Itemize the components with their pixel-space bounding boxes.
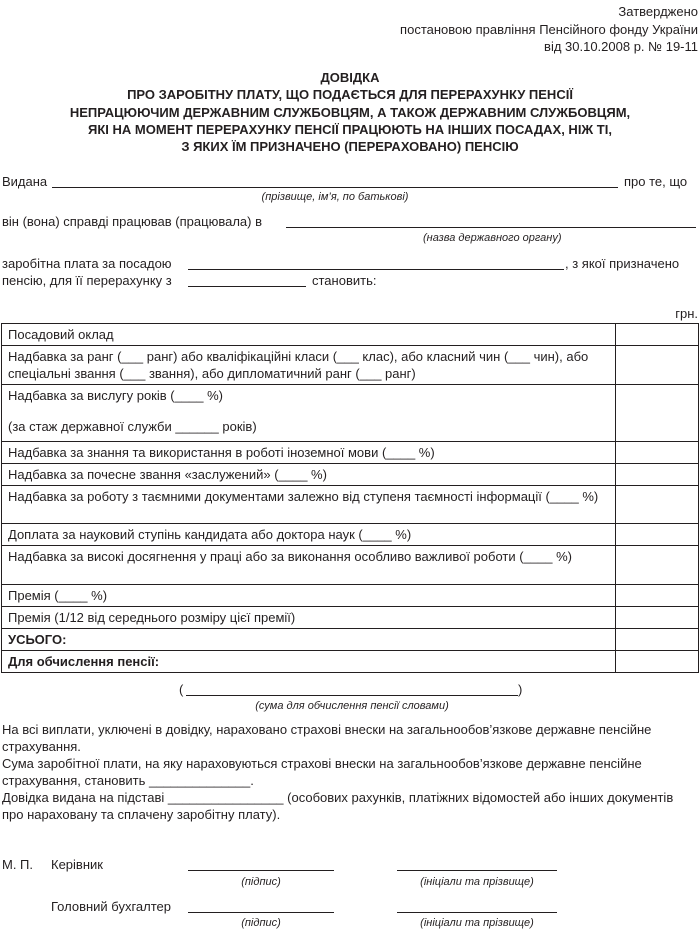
table-row	[2, 385, 699, 442]
row-label: Посадовий оклад	[2, 324, 616, 346]
table-row	[2, 546, 699, 585]
total-label: УСЬОГО:	[2, 629, 616, 651]
issued-label: Видана	[2, 174, 48, 189]
row-value-cell[interactable]	[616, 607, 699, 629]
head-signature-field[interactable]	[188, 870, 334, 871]
payments-table	[1, 323, 699, 673]
row-label: Надбавка за знання та використання в роботі іноземної мови (____ %)	[2, 442, 616, 464]
document-title: ДОВІДКА	[320, 70, 380, 85]
salary-sum-paragraph: Сума заробітної плати, на яку нараховуються страхові внески на загальнообов’язкове державне пенсійне страхування, становить ______________.	[2, 756, 642, 788]
issued-hint: (прізвище, ім’я, по батькові)	[261, 191, 409, 203]
salary-line2-suffix: становить:	[312, 273, 377, 288]
row-value-cell[interactable]	[616, 524, 699, 546]
table-row	[2, 442, 699, 464]
approval-line-1: Затверджено	[618, 4, 698, 19]
worked-label: він (вона) справді працював (працювала) в	[2, 214, 262, 229]
title-line-2: ПРО ЗАРОБІТНУ ПЛАТУ, ЩО ПОДАЄТЬСЯ ДЛЯ ПЕРЕРАХУНКУ ПЕНСІЇ	[127, 87, 573, 102]
title-line-5: З ЯКИХ ЇМ ПРИЗНАЧЕНО (ПЕРЕРАХОВАНО) ПЕНСІЮ	[181, 139, 519, 154]
accountant-signature-field[interactable]	[188, 912, 334, 913]
row-label: Доплата за науковий ступінь кандидата або доктора наук (____ %)	[2, 524, 616, 546]
row-value-cell[interactable]	[616, 324, 699, 346]
issued-suffix: про те, що	[624, 174, 688, 189]
row-label: Надбавка за вислугу років (____ %)	[8, 388, 224, 403]
row-value-cell[interactable]	[616, 346, 699, 385]
sum-open-paren: (	[179, 682, 184, 697]
recalc-date-field[interactable]	[188, 286, 306, 287]
title-line-3: НЕПРАЦЮЮЧИМ ДЕРЖАВНИМ СЛУЖБОВЦЯМ, А ТАКОЖ ДЕРЖАВНИМ СЛУЖБОВЦЯМ,	[69, 105, 631, 120]
salary-line2-label: пенсію, для її перерахунку з	[2, 273, 172, 288]
pension-label: Для обчислення пенсії:	[2, 651, 616, 673]
row-value-cell[interactable]	[616, 585, 699, 607]
approval-line-3: від 30.10.2008 р. № 19-11	[544, 39, 698, 54]
row-value-cell[interactable]	[616, 486, 699, 524]
currency-label: грн.	[675, 306, 698, 321]
sum-words-hint: (сума для обчислення пенсії словами)	[255, 700, 449, 712]
sum-words-field[interactable]	[186, 695, 518, 696]
row-value-cell[interactable]	[616, 442, 699, 464]
head-name-field[interactable]	[397, 870, 557, 871]
organization-field[interactable]	[286, 227, 696, 228]
row-value-cell[interactable]	[616, 546, 699, 585]
worked-hint: (назва державного органу)	[423, 232, 562, 244]
head-name-hint: (ініціали та прізвище)	[420, 876, 534, 888]
basis-paragraph: Довідка видана на підставі ________________ (особових рахунків, платіжних відомостей або інших документів про нараховану та сплачену заробітну плату).	[2, 790, 674, 822]
table-row-total	[2, 629, 699, 651]
row-label: Надбавка за ранг (___ ранг) або кваліфікаційні класи (___ клас), або класний чин (___ чин), або спеціальні звання (___ звання), або дипломатичний ранг (___ ранг)	[2, 346, 616, 385]
contributions-paragraph: На всі виплати, уключені в довідку, нараховано страхові внески на загальнообов’язкове державне пенсійне страхування.	[2, 722, 652, 754]
table-row	[2, 346, 699, 385]
total-value-cell[interactable]	[616, 629, 699, 651]
row-label-sub: (за стаж державної служби ______ років)	[8, 419, 257, 434]
row-label-group	[2, 385, 616, 442]
row-label: Премія (1/12 від середнього розміру цієї премії)	[2, 607, 616, 629]
row-label: Надбавка за почесне звання «заслужений» (____ %)	[2, 464, 616, 486]
accountant-label: Головний бухгалтер	[51, 899, 171, 914]
position-field[interactable]	[188, 269, 564, 270]
head-sign-hint: (підпис)	[241, 876, 281, 888]
table-row	[2, 524, 699, 546]
row-value-cell[interactable]	[616, 464, 699, 486]
row-label: Надбавка за високі досягнення у праці або за виконання особливо важливої роботи (____ %)	[2, 546, 616, 585]
accountant-name-field[interactable]	[397, 912, 557, 913]
table-row	[2, 585, 699, 607]
sum-close-paren: )	[518, 682, 523, 697]
pension-value-cell[interactable]	[616, 651, 699, 673]
table-row	[2, 324, 699, 346]
approval-line-2: постановою правління Пенсійного фонду України	[400, 22, 698, 37]
row-label: Надбавка за роботу з таємними документами залежно від ступеня таємності інформації (____ %)	[2, 486, 616, 524]
issued-name-field[interactable]	[52, 187, 618, 188]
table-row	[2, 464, 699, 486]
salary-label: заробітна плата за посадою	[2, 256, 172, 271]
table-row-pension	[2, 651, 699, 673]
title-line-4: ЯКІ НА МОМЕНТ ПЕРЕРАХУНКУ ПЕНСІЇ ПРАЦЮЮТЬ НА ІНШИХ ПОСАДАХ, НІЖ ТІ,	[88, 122, 612, 137]
row-value-cell[interactable]	[616, 385, 699, 442]
row-label: Премія (____ %)	[2, 585, 616, 607]
accountant-sign-hint: (підпис)	[241, 917, 281, 929]
table-row	[2, 607, 699, 629]
stamp-place: М. П.	[2, 857, 34, 872]
salary-suffix: , з якої призначено	[565, 256, 680, 271]
accountant-name-hint: (ініціали та прізвище)	[420, 917, 534, 929]
table-row	[2, 486, 699, 524]
head-label: Керівник	[51, 857, 103, 872]
